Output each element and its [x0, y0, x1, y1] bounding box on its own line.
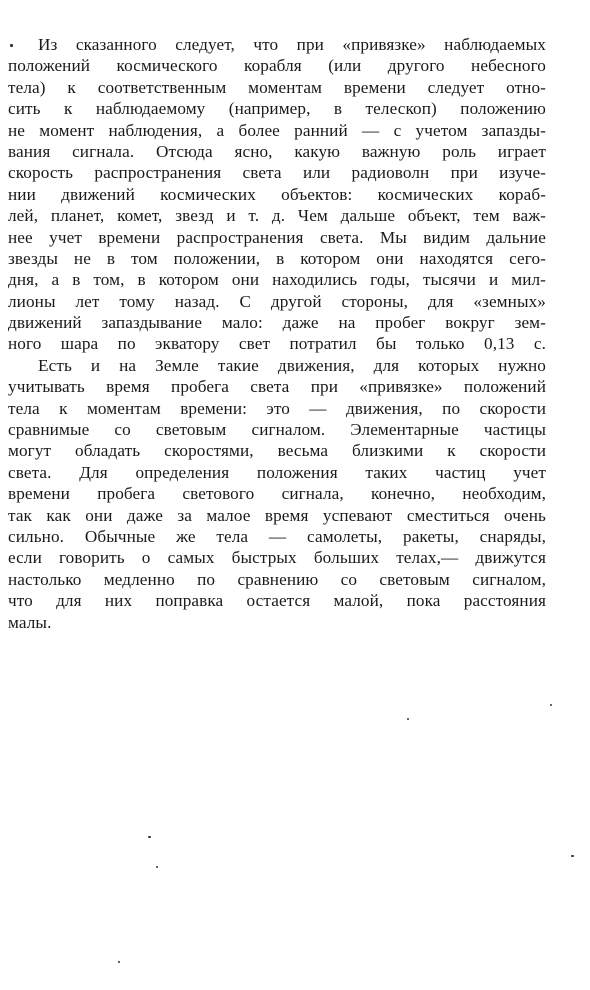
scan-speck — [407, 718, 409, 720]
scan-speck — [571, 855, 574, 857]
scan-speck — [10, 44, 13, 47]
book-page — [8, 34, 546, 633]
text-line: малы. — [8, 612, 52, 632]
text-line: света. Для определения положения таких частиц учет — [8, 462, 546, 482]
text-line: лей, планет, комет, звезд и т. д. Чем дальше объект, тем важ- — [8, 206, 546, 226]
text-line: дня, а в том, в котором они находились годы, тысячи и мил- — [8, 270, 546, 290]
text-line: нии движений космических объектов: космических кораб- — [8, 184, 546, 204]
text-line: Из сказанного следует, что при «привязке» наблюдаемых — [38, 35, 546, 54]
text-line: так как они даже за малое время успевают сместиться очень — [8, 505, 546, 525]
scan-speck — [550, 704, 552, 706]
scan-speck — [156, 866, 158, 868]
scan-speck — [118, 961, 120, 963]
scan-speck — [148, 836, 151, 838]
text-line: сить к наблюдаемому (например, в телескоп) положению — [8, 99, 546, 119]
text-line: не момент наблюдения, а более ранний — с учетом запазды- — [8, 120, 546, 140]
text-line: Есть и на Земле такие движения, для которых нужно — [38, 355, 546, 375]
text-line: тела) к соответственным моментам времени следует отно- — [8, 77, 546, 97]
text-line: движений запаздывание мало: даже на пробег вокруг зем- — [8, 313, 546, 333]
paragraph-1 — [8, 34, 546, 355]
text-line: что для них поправка остается малой, пока расстояния — [8, 591, 546, 611]
text-line: ного шара по экватору свет потратил бы только 0,13 с. — [8, 334, 546, 354]
text-line: если говорить о самых быстрых больших телах,— движутся — [8, 548, 546, 568]
text-line: лионы лет тому назад. С другой стороны, для «земных» — [8, 291, 546, 311]
text-line: сравнимые со световым сигналом. Элементарные частицы — [8, 420, 546, 440]
paragraph-2 — [8, 355, 546, 633]
text-line: тела к моментам времени: это — движения, по скорости — [8, 398, 546, 418]
text-line: скорость распространения света или радиоволн при изуче- — [8, 163, 546, 183]
text-line: нее учет времени распространения света. Мы видим дальние — [8, 227, 546, 247]
text-line: учитывать время пробега света при «привязке» положений — [8, 377, 546, 397]
text-line: настолько медленно по сравнению со световым сигналом, — [8, 569, 546, 589]
text-line: времени пробега светового сигнала, конечно, необходим, — [8, 484, 546, 504]
text-line: сильно. Обычные же тела — самолеты, ракеты, снаряды, — [8, 526, 546, 546]
text-line: звезды не в том положении, в котором они находятся сего- — [8, 248, 546, 268]
text-line: вания сигнала. Отсюда ясно, какую важную роль играет — [8, 141, 546, 161]
text-line: могут обладать скоростями, весьма близкими к скорости — [8, 441, 546, 461]
text-line: положений космического корабля (или другого небесного — [8, 56, 546, 76]
